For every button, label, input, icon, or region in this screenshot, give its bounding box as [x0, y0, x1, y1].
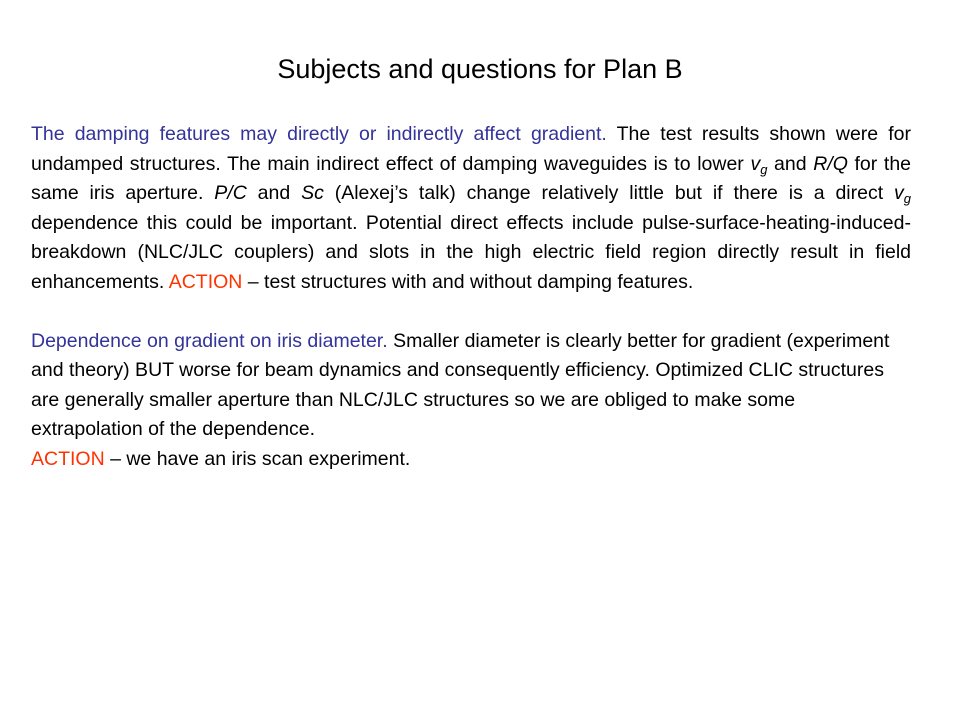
vg-symbol-v: v	[750, 152, 761, 175]
paragraph-lead: The damping features may directly or indirectly affect gradient.	[31, 123, 607, 145]
vg-symbol	[750, 153, 767, 175]
paragraph-lead: Dependence on gradient on iris diameter.	[31, 329, 388, 352]
text-run: for the same iris aperture.	[31, 152, 912, 204]
text-run: and	[767, 152, 814, 175]
rq-term: R/Q	[813, 152, 848, 175]
sc-term: Sc	[301, 182, 324, 204]
slide-body	[31, 120, 911, 504]
text-run: (Alexej’s talk) change relatively little but if there is a direct	[323, 182, 895, 204]
text-run: Smaller diameter is clearly better for gradient (experiment and theory) BUT worse for beam dynamics and consequently efficiency. Optimized CLIC structures are generally smaller aperture than NLC/JLC structures so we are obliged to make some extrapolation of the dependence.	[31, 329, 890, 440]
action-label: ACTION	[31, 447, 105, 470]
pc-term: P/C	[214, 182, 247, 204]
action-label: ACTION	[168, 270, 243, 293]
text-run: dependence this could be important. Potential direct effects include pulse-surface-heating-induced-breakdown (NLC/JLC couplers) and slots in the high electric field region directly result in field enhancements.	[31, 211, 911, 293]
paragraph-damping-features	[31, 120, 911, 297]
slide-title: Subjects and questions for Plan B	[277, 54, 683, 84]
paragraph-iris-diameter	[31, 327, 911, 475]
text-run: – we have an iris scan experiment.	[104, 447, 411, 470]
vg-symbol-v: v	[894, 182, 904, 204]
text-run: – test structures with and without damping features.	[242, 270, 694, 293]
vg-symbol	[894, 182, 911, 204]
text-run: and	[246, 182, 302, 204]
vg-symbol-subscript: g	[760, 161, 768, 177]
text-run: The test results shown were for undamped structures. The main indirect effect of damping waveguides is to lower	[31, 123, 911, 175]
vg-symbol-subscript: g	[903, 191, 911, 206]
